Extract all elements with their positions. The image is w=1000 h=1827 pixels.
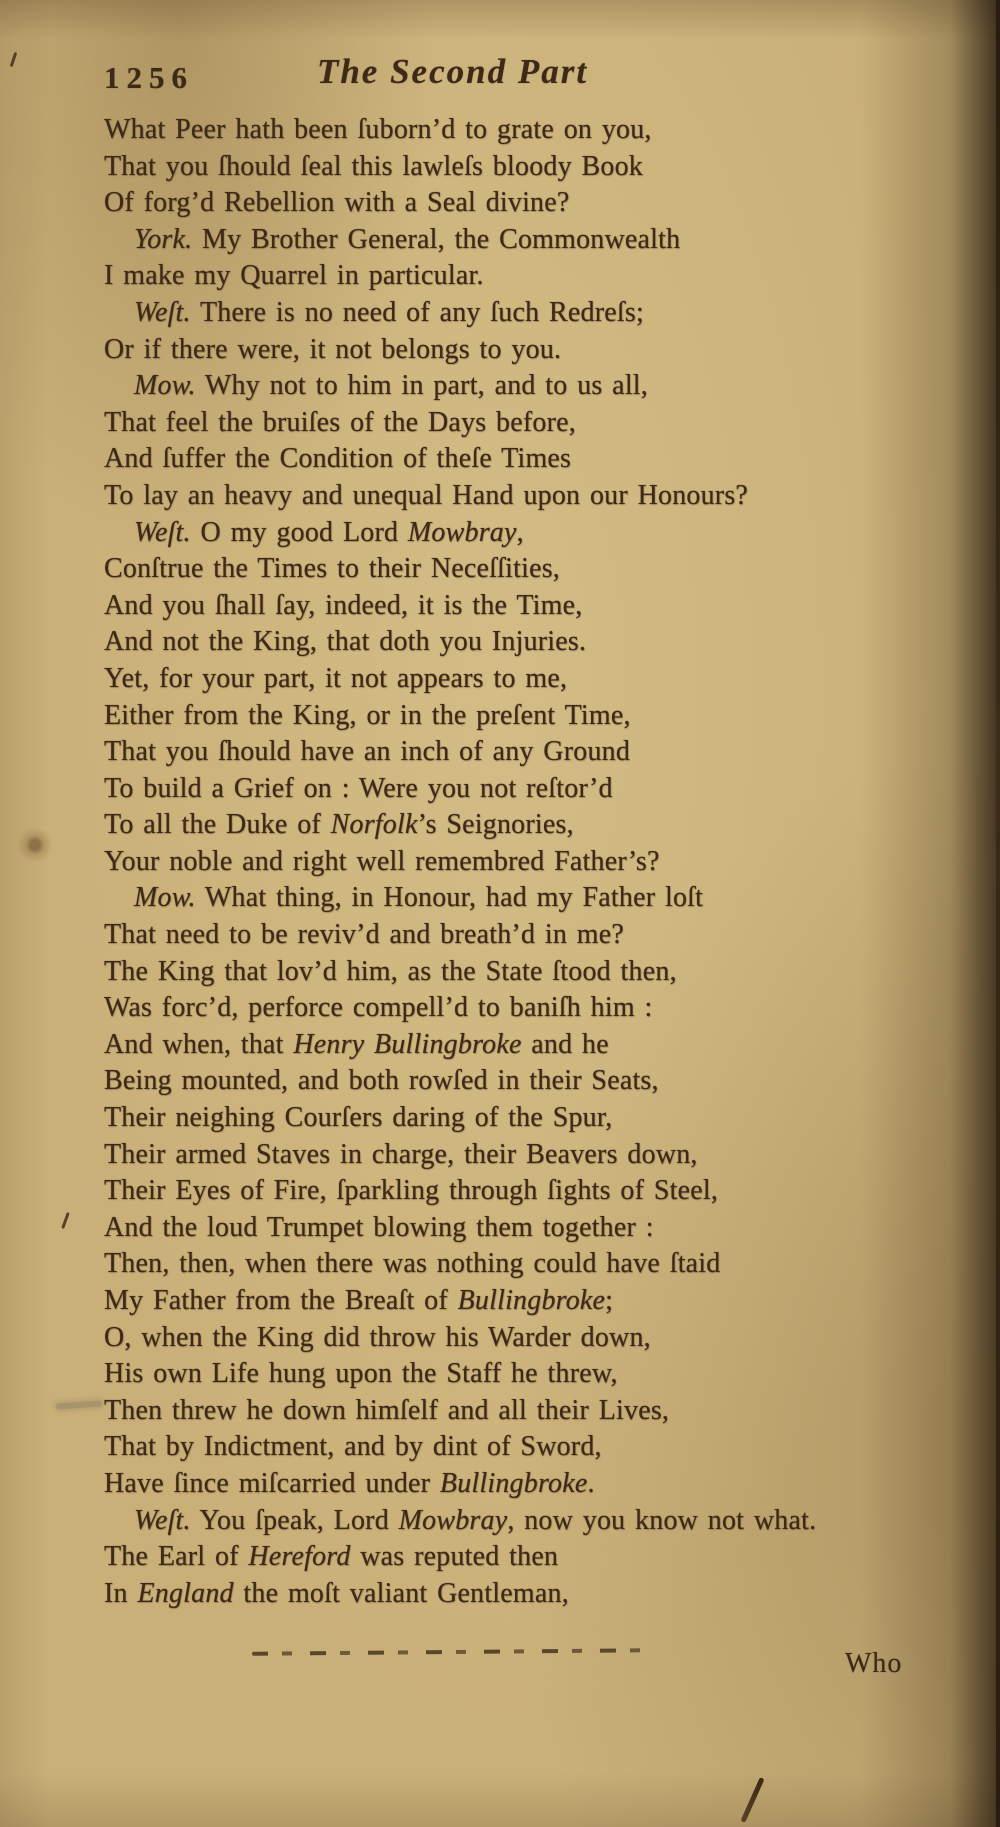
roman-text: Of forg’d Rebellion with a Seal divine? bbox=[104, 187, 570, 219]
roman-text: That you ſhould ſeal this lawleſs bloody Book bbox=[104, 150, 644, 182]
roman-text: O, when the King did throw his Warder down, bbox=[104, 1321, 651, 1353]
text-line bbox=[104, 844, 949, 881]
roman-text: To lay an heavy and unequal Hand upon our Honours? bbox=[104, 479, 749, 511]
roman-text: , bbox=[516, 516, 524, 548]
roman-text: His own Life hung upon the Staff he threw, bbox=[104, 1358, 618, 1390]
text-line bbox=[104, 917, 949, 954]
text-line bbox=[104, 1283, 949, 1320]
text-line bbox=[104, 441, 949, 478]
italic-text: Bullingbroke bbox=[439, 1467, 588, 1499]
roman-text: ’s Seignories, bbox=[417, 809, 574, 841]
text-line bbox=[104, 112, 949, 149]
italic-text: York. bbox=[134, 223, 193, 255]
roman-text: My Father from the Breaſt of bbox=[104, 1285, 458, 1316]
roman-text: Have ſince miſcarried under bbox=[104, 1467, 440, 1499]
roman-text: . bbox=[587, 1467, 595, 1499]
roman-text: That you ſhould have an inch of any Ground bbox=[104, 736, 631, 768]
text-line bbox=[104, 1320, 949, 1357]
roman-text: Yet, for your part, it not appears to me, bbox=[104, 662, 568, 694]
roman-text: You ſpeak, Lord bbox=[190, 1504, 399, 1536]
italic-text: England bbox=[137, 1577, 234, 1609]
ink-mark bbox=[61, 1212, 70, 1229]
italic-text: Norfolk bbox=[330, 809, 418, 841]
text-line bbox=[104, 515, 949, 552]
text-line bbox=[104, 149, 949, 186]
italic-text: Hereford bbox=[248, 1541, 351, 1573]
roman-text: In bbox=[104, 1577, 138, 1609]
text-line bbox=[104, 771, 949, 808]
roman-text: ; bbox=[605, 1285, 614, 1316]
roman-text: What thing, in Honour, had my Father loſt bbox=[195, 882, 704, 914]
text-line bbox=[104, 1429, 949, 1466]
roman-text: To all the Duke of bbox=[104, 809, 331, 841]
text-line bbox=[104, 807, 949, 844]
italic-text: Mowbray bbox=[407, 516, 517, 548]
text-line bbox=[104, 954, 949, 991]
text-line bbox=[104, 368, 949, 405]
pen-stroke-mark bbox=[740, 1777, 764, 1823]
roman-text: What Peer hath been ſuborn’d to grate on you, bbox=[104, 114, 652, 145]
text-line bbox=[104, 1246, 949, 1283]
text-block bbox=[104, 112, 949, 1612]
text-line bbox=[104, 1539, 949, 1576]
roman-text: I make my Quarrel in particular. bbox=[104, 260, 484, 292]
roman-text: Either from the King, or in the preſent Time, bbox=[104, 699, 631, 731]
running-title: The Second Part bbox=[316, 52, 589, 91]
pencil-smudge-mark bbox=[56, 1400, 102, 1409]
text-line bbox=[104, 1100, 949, 1137]
text-line bbox=[104, 185, 949, 222]
pencil-underline-mark bbox=[252, 1648, 644, 1655]
text-line bbox=[104, 734, 949, 771]
text-line bbox=[104, 405, 949, 442]
roman-text: Why not to him in part, and to us all, bbox=[195, 370, 648, 402]
roman-text: Was forc’d, perforce compell’d to baniſh him : bbox=[104, 992, 653, 1024]
catchword: Who bbox=[845, 1648, 903, 1679]
roman-text: Their neighing Courſers daring of the Spur, bbox=[104, 1102, 613, 1134]
roman-text: Their armed Staves in charge, their Beavers down, bbox=[104, 1138, 698, 1170]
text-line bbox=[104, 1393, 949, 1430]
italic-text: Weſt. bbox=[134, 296, 191, 328]
roman-text: And you ſhall ſay, indeed, it is the Time, bbox=[104, 589, 583, 621]
italic-text: Weſt. bbox=[134, 516, 191, 548]
text-line bbox=[104, 624, 949, 661]
roman-text: was reputed then bbox=[350, 1541, 559, 1573]
text-line bbox=[104, 1027, 949, 1064]
roman-text: Their Eyes of Fire, ſparkling through ſights of Steel, bbox=[104, 1175, 719, 1207]
text-line bbox=[104, 1210, 949, 1247]
roman-text: And when, that bbox=[104, 1028, 294, 1060]
roman-text: The Earl of bbox=[104, 1541, 249, 1573]
page-header bbox=[0, 52, 905, 108]
text-line bbox=[104, 1576, 949, 1613]
roman-text: the moſt valiant Gentleman, bbox=[233, 1577, 569, 1609]
text-line bbox=[104, 295, 949, 332]
italic-text: Mowbray bbox=[398, 1504, 508, 1536]
text-line bbox=[104, 588, 949, 625]
text-line bbox=[104, 698, 949, 735]
roman-text: There is no need of any ſuch Redreſs; bbox=[190, 296, 644, 328]
roman-text: O my good Lord bbox=[190, 516, 408, 548]
roman-text: Being mounted, and both rowſed in their Seats, bbox=[104, 1065, 659, 1097]
roman-text: and he bbox=[521, 1028, 609, 1060]
text-line bbox=[104, 222, 949, 259]
text-line bbox=[104, 1466, 949, 1503]
italic-text: Bullingbroke bbox=[457, 1285, 606, 1316]
italic-text: Henry Bullingbroke bbox=[293, 1028, 522, 1060]
text-line bbox=[104, 551, 949, 588]
text-line bbox=[104, 661, 949, 698]
italic-text: Mow. bbox=[134, 370, 196, 402]
roman-text: That need to be reviv’d and breath’d in me? bbox=[104, 919, 624, 951]
roman-text: The King that lov’d him, as the State ſtood then, bbox=[104, 955, 677, 987]
roman-text: Your noble and right well remembred Father’s? bbox=[104, 845, 660, 877]
italic-text: Mow. bbox=[134, 882, 196, 914]
text-line bbox=[104, 332, 949, 369]
roman-text: Or if there were, it not belongs to you. bbox=[104, 333, 562, 365]
text-line bbox=[104, 1503, 949, 1540]
roman-text: And the loud Trumpet blowing them together : bbox=[104, 1211, 654, 1243]
text-line bbox=[104, 990, 949, 1027]
roman-text: , now you know not what. bbox=[507, 1504, 817, 1536]
italic-text: Weſt. bbox=[134, 1504, 191, 1536]
roman-text: Then, then, when there was nothing could have ſtaid bbox=[104, 1248, 721, 1280]
roman-text: My Brother General, the Commonwealth bbox=[192, 223, 681, 255]
roman-text: Then threw he down himſelf and all their Lives, bbox=[104, 1394, 670, 1426]
text-line bbox=[104, 1063, 949, 1100]
roman-text: That by Indictment, and by dint of Sword, bbox=[104, 1431, 602, 1463]
text-line bbox=[104, 880, 949, 917]
text-line bbox=[104, 258, 949, 295]
page-number: 1256 bbox=[104, 60, 194, 95]
roman-text: And ſuffer the Condition of theſe Times bbox=[104, 443, 572, 475]
roman-text: Conſtrue the Times to their Neceſſities, bbox=[104, 553, 561, 585]
roman-text: And not the King, that doth you Injuries. bbox=[104, 626, 587, 658]
roman-text: To build a Grief on : Were you not reſtor’d bbox=[104, 772, 613, 804]
text-line bbox=[104, 1173, 949, 1210]
text-line bbox=[104, 1137, 949, 1174]
text-line bbox=[104, 1356, 949, 1393]
text-line bbox=[104, 478, 949, 515]
roman-text: That feel the bruiſes of the Days before, bbox=[104, 406, 576, 438]
